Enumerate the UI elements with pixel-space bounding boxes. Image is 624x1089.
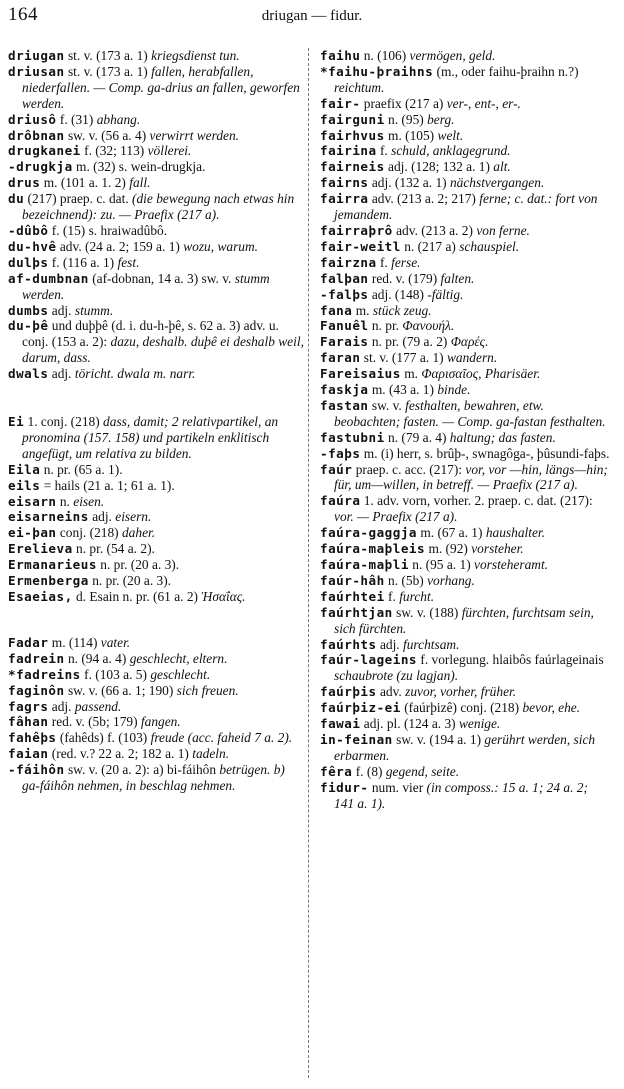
headword: faskja — [320, 382, 369, 398]
grammar-info: (red. v.? 22 a. 2; 182 a. 1) — [51, 746, 189, 762]
gloss: haushalter. — [485, 525, 545, 541]
dictionary-entry — [320, 700, 610, 716]
gloss: geschlecht, eltern. — [129, 650, 228, 666]
headword: fairns — [320, 175, 369, 191]
gloss: geschlecht. — [150, 666, 211, 682]
dictionary-entry — [320, 223, 610, 239]
dictionary-entry — [320, 382, 610, 398]
running-head: driugan — fidur. — [261, 8, 363, 24]
gloss: ferne; c. dat.: fort von jemandem. — [334, 191, 598, 223]
gloss: gerührt werden, sich erbarmen. — [334, 731, 596, 763]
dictionary-entry — [320, 398, 610, 430]
gloss: falten. — [440, 270, 475, 286]
gloss: fürchten, furchtsam sein, sich fürchten. — [334, 604, 594, 636]
grammar-info: sw. v. (66 a. 1; 190) — [67, 682, 174, 698]
headword: faúr — [320, 461, 353, 477]
entry-group-e — [8, 414, 304, 605]
gloss: dazu, deshalb. duþê ei deshalb weil, darum, dass. — [22, 334, 304, 366]
grammar-info: n. pr. (65 a. 1). — [43, 461, 123, 477]
dictionary-entry — [320, 271, 610, 287]
gloss: stumm. — [74, 302, 114, 318]
gloss: kriegsdienst tun. — [151, 48, 240, 63]
gloss: nächstvergangen. — [449, 175, 545, 191]
gloss: vorsteheramt. — [474, 557, 549, 572]
gloss: binde. — [437, 382, 471, 398]
grammar-info: d. Esain n. pr. (61 a. 2) — [76, 589, 199, 604]
headword: fairneis — [320, 159, 385, 175]
dictionary-entry — [8, 651, 304, 667]
gloss: welt. — [437, 127, 464, 143]
grammar-info: 1. adv. vorn, vorher. 2. praep. c. dat. (217): — [363, 493, 593, 509]
headword: drôbnan — [8, 127, 65, 143]
grammar-info: m. — [355, 302, 370, 318]
dictionary-entry — [320, 780, 610, 812]
gloss: wenige. — [459, 716, 501, 732]
grammar-info: adj. (128; 132 a. 1) — [388, 159, 490, 175]
headword: dwals — [8, 366, 49, 382]
dictionary-entry — [320, 430, 610, 446]
right-column — [320, 48, 610, 812]
headword: faúrhts — [320, 636, 377, 652]
dictionary-entry — [320, 303, 610, 319]
headword: fâhan — [8, 714, 49, 730]
dictionary-entry — [8, 128, 304, 144]
gloss: schaubrote (zu lagjan). — [334, 668, 459, 684]
dictionary-entry — [320, 255, 610, 271]
left-column — [8, 48, 304, 794]
gloss: zuvor, vorher, früher. — [405, 684, 517, 700]
headword: -drugkja — [8, 159, 73, 175]
gloss: betrügen. b) ga-fáihôn nehmen, in beschlag nehmen. — [22, 762, 285, 794]
headword: af-dumbnan — [8, 270, 89, 286]
dictionary-entry — [8, 159, 304, 175]
gloss: vorhang. — [427, 572, 475, 588]
headword: fastubni — [320, 429, 385, 445]
grammar-info: 1. conj. (218) — [27, 414, 100, 430]
gloss: vorsteher. — [471, 541, 524, 557]
dictionary-entry — [8, 462, 304, 478]
headword: Fadar — [8, 634, 49, 650]
headword: faúr-hâh — [320, 572, 385, 588]
grammar-info: adj. — [51, 302, 72, 318]
grammar-info: (fahêds) f. (103) — [59, 730, 148, 746]
grammar-info: adj. — [92, 509, 112, 525]
grammar-info: red. v. (179) — [371, 270, 438, 286]
headword: faúr-lageins — [320, 652, 417, 668]
grammar-info: adv. (213 a. 2) — [396, 222, 473, 238]
grammar-info: m. (92) — [428, 541, 468, 557]
gloss: völlerei. — [147, 143, 192, 159]
dictionary-entry — [8, 48, 304, 64]
grammar-info: = hails (21 a. 1; 61 a. 1). — [43, 477, 175, 493]
gloss: fest. — [117, 254, 140, 270]
grammar-info: f. (15) s. hraiwadûbô. — [51, 222, 168, 238]
gloss: sich freuen. — [176, 682, 239, 698]
headword: eils — [8, 477, 41, 493]
gloss: alt. — [493, 159, 511, 175]
dictionary-entry — [320, 239, 610, 255]
grammar-info: adj. (148) — [371, 286, 424, 302]
dictionary-entry — [320, 573, 610, 589]
grammar-info: (217) praep. c. dat. — [27, 191, 129, 207]
dictionary-entry — [8, 318, 304, 366]
gloss: reichtum. — [334, 79, 385, 95]
grammar-info: f. — [379, 143, 388, 159]
headword: drugkanei — [8, 143, 81, 159]
grammar-info: m. (114) — [51, 634, 98, 650]
gloss: dass, damit; 2 relativpartikel, an pronomina (157. 158) und partikeln enklitisch angefügt, um relativa zu bilden. — [22, 414, 279, 461]
dictionary-entry — [8, 494, 304, 510]
headword: driusô — [8, 111, 57, 127]
headword: eisarn — [8, 493, 57, 509]
headword: faúra-maþli — [320, 557, 409, 572]
gloss: daher. — [121, 525, 156, 541]
grammar-info: m. (101 a. 1. 2) — [43, 175, 126, 191]
dictionary-entry — [8, 683, 304, 699]
gloss: (die bewegung nach etwas hin bezeichnend): zu. — Praefix (217 a). — [22, 191, 295, 223]
headword: ei-þan — [8, 525, 57, 541]
dictionary-entry — [320, 684, 610, 700]
dictionary-entry — [320, 366, 610, 382]
dictionary-entry — [8, 271, 304, 303]
dictionary-entry — [8, 414, 304, 462]
headword: fagrs — [8, 698, 49, 714]
column-divider — [308, 48, 309, 1078]
grammar-info: m. (67 a. 1) — [420, 525, 483, 541]
grammar-info: n. (79 a. 4) — [388, 429, 447, 445]
gloss: Φαρισαῖος, Pharisäer. — [421, 366, 541, 382]
headword: Farais — [320, 334, 369, 350]
grammar-info: und duþþê (d. i. du-h-þê, s. 62 a. 3) adv. u. conj. (153 a. 2): — [22, 318, 279, 350]
headword: dumbs — [8, 302, 49, 318]
gloss: von ferne. — [476, 222, 530, 238]
headword: fair-weitl — [320, 238, 401, 254]
headword: faúrhtei — [320, 588, 385, 604]
grammar-info: f. (103 a. 5) — [84, 666, 147, 682]
dictionary-entry — [8, 730, 304, 746]
headword: Ermanarieus — [8, 557, 97, 573]
gloss: -fältig. — [427, 286, 464, 302]
dictionary-entry — [320, 48, 610, 64]
headword: du — [8, 191, 25, 207]
gloss: vor. — Praefix (217 a). — [334, 509, 458, 525]
dictionary-entry — [320, 764, 610, 780]
gloss: vor, vor —hin, längs—hin; für, um—willen, in betreff. — Praefix (217 a). — [334, 461, 608, 493]
dictionary-entry — [8, 762, 304, 794]
dictionary-entry — [320, 64, 610, 96]
grammar-info: m. (i) herr, s. brûþ-, swnagôga-, þûsundi-faþs. — [363, 445, 610, 461]
grammar-info: sw. v. (56 a. 4) — [67, 127, 147, 143]
dictionary-entry — [8, 714, 304, 730]
grammar-info: n. pr. (20 a. 3). — [100, 557, 180, 573]
gloss: freude (acc. faheid 7 a. 2). — [150, 730, 293, 746]
grammar-info: sw. v. (20 a. 2): a) bi-fáihôn — [67, 762, 217, 778]
grammar-info: f. — [388, 588, 396, 604]
entry-group-d — [8, 48, 304, 382]
grammar-info: n. pr. (79 a. 2) — [371, 334, 448, 350]
grammar-info: sw. v. (194 a. 1) — [396, 731, 482, 747]
gloss: bevor, ehe. — [522, 700, 581, 716]
gloss: wandern. — [446, 350, 498, 366]
gloss: Φανουήλ. — [402, 318, 455, 334]
dictionary-entry — [8, 366, 304, 382]
grammar-info: adj. (132 a. 1) — [371, 175, 447, 191]
headword: du-þê — [8, 318, 49, 334]
gloss: ferse. — [391, 254, 421, 270]
headword: fairina — [320, 143, 377, 159]
gloss: stumm werden. — [22, 270, 270, 302]
grammar-info: adj. pl. (124 a. 3) — [363, 716, 456, 732]
headword: faúrþis — [320, 684, 377, 700]
gloss: furcht. — [399, 588, 435, 604]
dictionary-entry — [320, 128, 610, 144]
headword: faginôn — [8, 682, 65, 698]
gloss: töricht. dwala m. narr. — [74, 366, 196, 382]
dictionary-entry — [320, 732, 610, 764]
gloss: fall. — [129, 175, 151, 191]
grammar-info: praefix (217 a) — [363, 95, 444, 111]
grammar-info: m. (43 a. 1) — [371, 382, 434, 398]
group-spacer — [8, 382, 304, 414]
headword: faian — [8, 746, 49, 762]
gloss: abhang. — [96, 111, 141, 127]
grammar-info: n. pr. — [371, 318, 400, 334]
grammar-info: n. (95 a. 1) — [412, 557, 471, 572]
gloss: vater. — [100, 634, 131, 650]
grammar-info: (faúrþizê) conj. (218) — [404, 700, 520, 716]
dictionary-entry — [320, 557, 610, 573]
grammar-info: adj. — [51, 698, 72, 714]
headword: Erelieva — [8, 541, 73, 557]
grammar-info: sw. v. — [371, 397, 402, 413]
dictionary-entry — [8, 303, 304, 319]
dictionary-entry — [320, 334, 610, 350]
dictionary-entry — [320, 112, 610, 128]
headword: fidur- — [320, 779, 369, 795]
headword: eisarneins — [8, 509, 89, 525]
dictionary-entry — [8, 112, 304, 128]
headword: du-hvê — [8, 238, 57, 254]
headword: faúrhtjan — [320, 604, 393, 620]
grammar-info: m. (105) — [388, 127, 435, 143]
gloss: fallen, herabfallen, niederfallen. — Comp. ga-drius an fallen, geworfen werden. — [22, 63, 300, 111]
headword: -falþs — [320, 286, 369, 302]
headword: Ermenberga — [8, 573, 89, 589]
dictionary-entry — [8, 525, 304, 541]
headword: Fanuêl — [320, 318, 369, 334]
dictionary-entry — [8, 478, 304, 494]
gloss: haltung; das fasten. — [449, 429, 556, 445]
dictionary-entry — [320, 716, 610, 732]
headword: *fadreins — [8, 666, 81, 682]
gloss: berg. — [427, 111, 455, 127]
grammar-info: (m., oder faihu-þraihn n.?) — [436, 63, 579, 79]
dictionary-entry — [8, 573, 304, 589]
dictionary-entry — [320, 525, 610, 541]
grammar-info: n. (94 a. 4) — [67, 650, 127, 666]
dictionary-entry — [8, 175, 304, 191]
headword: fairguni — [320, 111, 385, 127]
dictionary-entry — [8, 239, 304, 255]
dictionary-entry — [320, 318, 610, 334]
grammar-info: adj. — [379, 636, 400, 652]
dictionary-entry — [8, 541, 304, 557]
dictionary-entry — [320, 652, 610, 684]
gloss: (in composs.: 15 a. 1; 24 a. 2; 141 a. 1). — [334, 779, 588, 811]
headword: fastan — [320, 397, 369, 413]
grammar-info: praep. c. acc. (217): — [355, 461, 463, 477]
headword: faúra-maþleis — [320, 541, 426, 557]
headword: fairra — [320, 191, 369, 207]
dictionary-entry — [8, 143, 304, 159]
headword: drus — [8, 175, 41, 191]
gloss: wozu, warum. — [183, 238, 258, 254]
headword: faúra — [320, 493, 361, 509]
gloss: ver-, ent-, er-. — [446, 95, 521, 111]
headword: fairraþrô — [320, 222, 393, 238]
gloss: vermögen, geld. — [409, 48, 496, 63]
grammar-info: f. (31) — [59, 111, 94, 127]
grammar-info: adv. (24 a. 2; 159 a. 1) — [59, 238, 180, 254]
dictionary-entry — [8, 191, 304, 223]
dictionary-entry — [8, 223, 304, 239]
entry-group-f — [8, 635, 304, 794]
headword: faúrþiz-ei — [320, 700, 401, 716]
dictionary-entry — [8, 509, 304, 525]
grammar-info: f. vorlegung. hlaibôs faúrlageinais — [420, 652, 604, 668]
headword: fahêþs — [8, 730, 57, 746]
grammar-info: n. (5b) — [388, 572, 424, 588]
dictionary-entry — [8, 255, 304, 271]
dictionary-entry — [320, 143, 610, 159]
headword: fair- — [320, 95, 361, 111]
gloss: schauspiel. — [459, 238, 520, 254]
headword: dulþs — [8, 254, 49, 270]
grammar-info: adj. — [51, 366, 72, 382]
grammar-info: n. — [59, 493, 70, 509]
headword: Fareisaius — [320, 366, 401, 382]
headword: fadrein — [8, 650, 65, 666]
headword: Eila — [8, 461, 41, 477]
grammar-info: n. (217 a) — [404, 238, 456, 254]
gloss: schuld, anklagegrund. — [391, 143, 511, 159]
gloss: festhalten, bewahren, etw. beobachten; fasten. — Comp. ga-fastan festhalten. — [334, 397, 606, 429]
headword: -faþs — [320, 445, 361, 461]
grammar-info: f. (32; 113) — [84, 143, 145, 159]
dictionary-entry — [8, 64, 304, 112]
dictionary-entry — [320, 96, 610, 112]
grammar-info: conj. (218) — [59, 525, 119, 541]
grammar-info: n. pr. (20 a. 3). — [92, 573, 172, 589]
grammar-info: n. (95) — [388, 111, 424, 127]
dictionary-entry — [320, 605, 610, 637]
headword: faihu — [320, 48, 361, 63]
dictionary-entry — [320, 287, 610, 303]
grammar-info: red. v. (5b; 179) — [51, 714, 138, 730]
grammar-info: num. vier — [371, 779, 424, 795]
dictionary-entry — [320, 589, 610, 605]
dictionary-entry — [320, 637, 610, 653]
group-spacer — [8, 605, 304, 635]
dictionary-entry — [8, 635, 304, 651]
gloss: eisern. — [115, 509, 152, 525]
headword: faúra-gaggja — [320, 525, 417, 541]
dictionary-entry — [8, 557, 304, 573]
headword: -fáihôn — [8, 762, 65, 778]
grammar-info: m. (32) s. wein-drugkja. — [76, 159, 206, 175]
dictionary-entry — [8, 589, 304, 605]
dictionary-entry — [320, 350, 610, 366]
dictionary-entry — [8, 667, 304, 683]
grammar-info: adv. — [379, 684, 402, 700]
grammar-info: n. pr. (54 a. 2). — [76, 541, 155, 557]
gloss: gegend, seite. — [385, 763, 460, 779]
grammar-info: st. v. (173 a. 1) — [67, 48, 148, 63]
headword: Ei — [8, 414, 25, 430]
grammar-info: sw. v. (188) — [396, 604, 459, 620]
grammar-info: f. — [379, 254, 388, 270]
grammar-info: f. (116 a. 1) — [51, 254, 115, 270]
gloss: eisen. — [73, 493, 105, 509]
dictionary-entry — [320, 191, 610, 223]
headword: driugan — [8, 48, 65, 63]
headword: falþan — [320, 270, 369, 286]
grammar-info: (af-dobnan, 14 a. 3) sw. v. — [92, 270, 232, 286]
grammar-info: f. (8) — [355, 763, 383, 779]
grammar-info: n. (106) — [363, 48, 407, 63]
gloss: verwirrt werden. — [149, 127, 240, 143]
gloss: Φαρές. — [450, 334, 489, 350]
headword: fawai — [320, 716, 361, 732]
gloss: tadeln. — [192, 746, 230, 762]
headword: *faihu-þraihns — [320, 63, 434, 79]
headword: -dûbô — [8, 222, 49, 238]
gloss: furchtsam. — [403, 636, 460, 652]
grammar-info: st. v. (173 a. 1) — [67, 63, 148, 79]
gloss: passend. — [74, 698, 122, 714]
dictionary-entry — [320, 541, 610, 557]
headword: in-feinan — [320, 731, 393, 747]
headword: fana — [320, 302, 353, 318]
dictionary-entry — [320, 462, 610, 494]
headword: fairhvus — [320, 127, 385, 143]
headword: fairzna — [320, 254, 377, 270]
headword: faran — [320, 350, 361, 366]
headword: fêra — [320, 763, 353, 779]
dictionary-entry — [320, 175, 610, 191]
entry-group-right — [320, 48, 610, 812]
dictionary-entry — [320, 446, 610, 462]
page-number: 164 — [8, 4, 38, 25]
gloss: Ἡσαΐας. — [201, 589, 246, 604]
page-header — [0, 2, 624, 30]
grammar-info: adv. (213 a. 2; 217) — [371, 191, 476, 207]
dictionary-entry — [320, 159, 610, 175]
gloss: fangen. — [140, 714, 181, 730]
headword: driusan — [8, 63, 65, 79]
dictionary-entry — [8, 699, 304, 715]
dictionary-entry — [320, 493, 610, 525]
headword: Esaeias, — [8, 589, 73, 604]
grammar-info: st. v. (177 a. 1) — [363, 350, 444, 366]
dictionary-entry — [8, 746, 304, 762]
grammar-info: m. — [404, 366, 418, 382]
gloss: stück zeug. — [372, 302, 432, 318]
